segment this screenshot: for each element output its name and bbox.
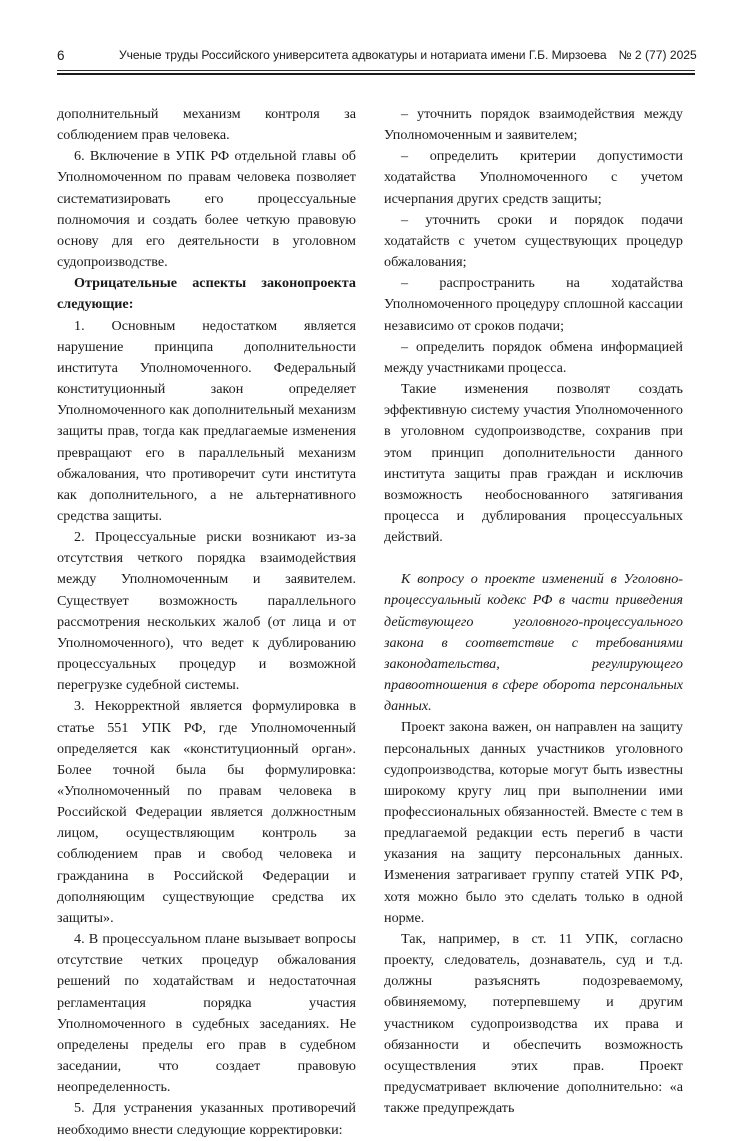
paragraph-conclusion: Такие изменения позволят создать эффективную систему участия Уполномоченного в уголовном судопроизводстве, сохранив при этом принцип дополнительности данного института защиты прав граждан и исключив возможность необоснованного затягивания процесса и дублирования процессуальных действий. [384,381,683,546]
paragraph-continued: дополнительный механизм контроля за соблюдением прав человека. [57,106,356,144]
two-column-body [57,104,695,1138]
paragraph-project-2: Так, например, в ст. 11 УПК, согласно проекту, следователь, дознаватель, суд и т.д. должны разъяснять подозреваемому, обвиняемому, потерпевшему и другим участником судопроизводства их права и обязанности и обеспечить возможность осуществления этих прав. Проект предусматривает включение дополнительно: «а также предупреждать [384,930,683,1117]
paragraph-project-1: Проект закона важен, он направлен на защиту персональных данных участников уголовного судопроизводства, которые могут быть известны широкому кругу лиц при выполнении ими профессиональных обязанностей. Вместе с тем в предлагаемой редакции есть перегиб в части указания на защиту персональных данных. Изменения затрагивает группу статей УПК РФ, хотя можно было это сделать только в одной норме. [384,719,683,926]
italic-subheading: К вопросу о проекте изменений в Уголовно-процессуальный кодекс РФ в части приведения действующего уголовного-процессуального закона в соответствие с требованиями законодательства, регулирующего правоотношения в сфере оборота персональных данных. [384,571,683,715]
header-rule [57,70,695,75]
rule-thick-line [57,73,695,76]
bullet-item-4: – распространить на ходатайства Уполномоченного процедуру сплошной кассации независимо от сроков подачи; [384,275,683,334]
paragraph-negative-5: 5. Для устранения указанных противоречий необходимо внести следующие корректировки: [57,1100,356,1138]
paragraph-item-6: 6. Включение в УПК РФ отдельной главы об Уполномоченном по правам человека позволяет систематизировать его процессуальные полномочия и создать более четкую правовую основу для его деятельности в уголовном судопроизводстве. [57,148,356,271]
bullet-item-3: – уточнить сроки и порядок подачи ходатайств с учетом существующих процедур обжалования; [384,211,683,271]
paragraph-negative-3: 3. Некорректной является формулировка в статье 551 УПК РФ, где Уполномоченный определяется как «конституционный орган». Более точной была бы формулировка: «Уполномоченный по правам человека в Российской Федерации является должностным лицом, осуществляющим контроль за соблюдением прав и свобод человека и гражданина в Российской Федерации и дополняющим существующие средства их защиты». [57,698,356,926]
running-head [57,44,695,66]
page-number: 6 [57,47,65,63]
bullet-item-5: – определить порядок обмена информацией между участниками процесса. [384,338,683,376]
issue-number: № 2 (77) 2025 [618,48,697,62]
paragraph-negative-1: 1. Основным недостатком является нарушение принципа дополнительности института Уполномоченного. Федеральный конституционный закон определяет Уполномоченного как дополнительный механизм защиты прав, тогда как предлагаемые изменения превращают его в параллельный механизм обжалования, что противоречит сути института как дополнительного, а не альтернативного средства защиты. [57,317,356,524]
negative-aspects-heading: Отрицательные аспекты законопроекта следующие: [57,275,356,313]
bullet-item-2: – определить критерии допустимости ходатайства Уполномоченного с учетом исчерпания других средств защиты; [384,148,683,207]
left-column [57,104,356,1138]
section-spacer [384,548,683,569]
right-column [384,104,683,1117]
paragraph-negative-4: 4. В процессуальном плане вызывает вопросы отсутствие четких процедур обжалования решений по ходатайствам и недостаточная регламентация порядка участия Уполномоченного в судебных заседаниях. Не определены пределы его прав в судебном заседании, что создает правовую неопределенность. [57,931,356,1096]
bullet-item-1: – уточнить порядок взаимодействия между Уполномоченным и заявителем; [384,106,683,144]
journal-title: Ученые труды Российского университета адвокатуры и нотариата имени Г.Б. Мирзоева [119,48,607,62]
paragraph-negative-2: 2. Процессуальные риски возникают из-за отсутствия четкого порядка взаимодействия между Уполномоченным и заявителем. Существует возможность параллельного рассмотрения нескольких жалоб (от лица и от Уполномоченного), что ведет к дублированию процессуальных процедур и возможной перегрузке судебной системы. [57,529,356,694]
